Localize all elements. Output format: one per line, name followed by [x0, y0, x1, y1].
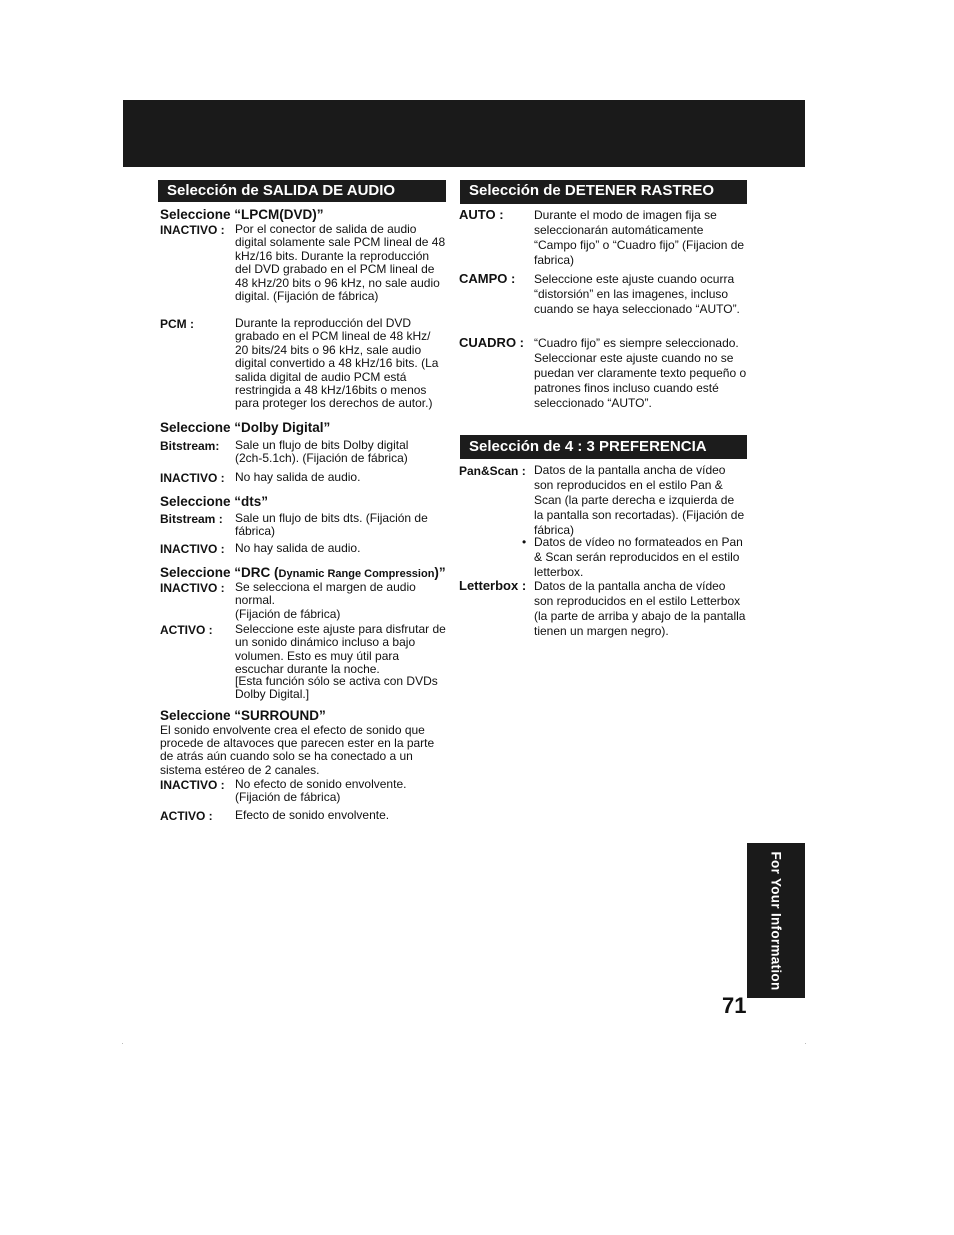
- crop-mark: [805, 1043, 806, 1044]
- lpcm-off-text: Por el conector de salida de audio digital solamente sale PCM lineal de 48 kHz/16 bits. Durante la reproducción del DVD grabado en el PCM lineal de 48 kHz/20 bits o 96 kHz, no sale audio digital. (Fijación de fábrica): [235, 222, 446, 304]
- section-heading-aspect-preference: Selección de 4 : 3 PREFERENCIA: [460, 435, 747, 459]
- dolby-off-label: INACTIVO :: [160, 471, 225, 485]
- panscan-bullet-text: Datos de vídeo no formateados en Pan & Scan serán reproducidos en el estilo letterbox.: [534, 535, 743, 579]
- drc-off-note: (Fijación de fábrica): [235, 607, 341, 621]
- dolby-bitstream-label: Bitstream:: [160, 439, 220, 453]
- letterbox-label: Letterbox :: [459, 578, 527, 593]
- lpcm-off-label: INACTIVO :: [160, 223, 225, 237]
- pcm-label: PCM :: [160, 317, 194, 331]
- cuadro-label: CUADRO :: [459, 335, 524, 350]
- dolby-off-text: No hay salida de audio.: [235, 470, 361, 484]
- dts-off-text: No hay salida de audio.: [235, 541, 361, 555]
- side-tab-label: For Your Information: [768, 851, 784, 991]
- drc-on-label: ACTIVO :: [160, 623, 213, 637]
- drc-on-text: Seleccione este ajuste para disfrutar de un sonido dinámico incluso a bajo volumen. Esto es muy útil para escuchar durante la noche.: [235, 622, 446, 677]
- surround-off-text: No efecto de sonido envolvente.: [235, 777, 407, 791]
- dts-off-label: INACTIVO :: [160, 542, 225, 556]
- section-heading-still-mode: Selección de DETENER RASTREO: [460, 180, 747, 204]
- bullet-icon: •: [522, 535, 527, 549]
- surround-description: El sonido envolvente crea el efecto de sonido que procede de altavoces que parecen ester en la parte de atrás aún cuando solo se ha conectado a un sistema estéreo de 2 canales.: [160, 723, 435, 777]
- campo-text: Seleccione este ajuste cuando ocurra “distorsión” en las imagenes, incluso cuando se haya seleccionado “AUTO”.: [534, 272, 740, 316]
- surround-on-label: ACTIVO :: [160, 809, 213, 823]
- page-number: 71: [722, 993, 747, 1018]
- top-banner: [123, 100, 805, 167]
- drc-title: Seleccione “DRC (Dynamic Range Compression)”: [160, 565, 446, 580]
- letterbox-text: Datos de la pantalla ancha de vídeo son reproducidos en el estilo Letterbox (la parte de arriba y abajo de la pantalla tienen un margen negro).: [534, 579, 746, 638]
- side-tab: [747, 843, 805, 998]
- surround-off-note: (Fijación de fábrica): [235, 790, 341, 804]
- dts-bitstream-text: Sale un flujo de bits dts. (Fijación de fábrica): [235, 511, 428, 539]
- panscan-label: Pan&Scan :: [459, 464, 526, 478]
- auto-text: Durante el modo de imagen fija se seleccionarán automáticamente “Campo fijo” o “Cuadro fijo” (Fijacion de fabrica): [534, 208, 745, 267]
- cuadro-text: “Cuadro fijo” es siempre seleccionado. Seleccionar este ajuste cuando no se puedan ver claramente texto pequeño o patrones finos incluso cuando esté seleccionado “AUTO”.: [534, 336, 747, 410]
- drc-off-text: Se selecciona el margen de audio normal.: [235, 580, 416, 608]
- surround-off-label: INACTIVO :: [160, 778, 225, 792]
- lpcm-title: Seleccione “LPCM(DVD)”: [160, 207, 324, 222]
- pcm-text: Durante la reproducción del DVD grabado en el PCM lineal de 48 kHz/ 20 bits/24 bits o 96 kHz, sale audio digital convertido a 48 kHz/16 bits. (La salida digital de audio PCM está restringida a 48 kHz/16bits o menos para proteger los derechos de autor.): [235, 316, 439, 411]
- dts-title: Seleccione “dts”: [160, 494, 269, 509]
- auto-label: AUTO :: [459, 207, 504, 222]
- dts-bitstream-label: Bitstream :: [160, 512, 223, 526]
- panscan-text: Datos de la pantalla ancha de vídeo son reproducidos en el estilo Pan & Scan (la parte derecha e izquierda de la pantalla son recortadas). (Fijación de fábrica): [534, 463, 745, 537]
- drc-on-note: [Esta función sólo se activa con DVDs Dolby Digital.]: [235, 674, 438, 702]
- surround-title: Seleccione “SURROUND”: [160, 708, 326, 723]
- crop-mark: [122, 1043, 123, 1044]
- campo-label: CAMPO :: [459, 271, 516, 286]
- dolby-title: Seleccione “Dolby Digital”: [160, 420, 331, 435]
- dolby-bitstream-text: Sale un flujo de bits Dolby digital (2ch-5.1ch). (Fijación de fábrica): [235, 438, 409, 466]
- drc-off-label: INACTIVO :: [160, 581, 225, 595]
- section-heading-audio-output: Selección de SALIDA DE AUDIO: [158, 180, 446, 202]
- surround-on-text: Efecto de sonido envolvente.: [235, 808, 390, 822]
